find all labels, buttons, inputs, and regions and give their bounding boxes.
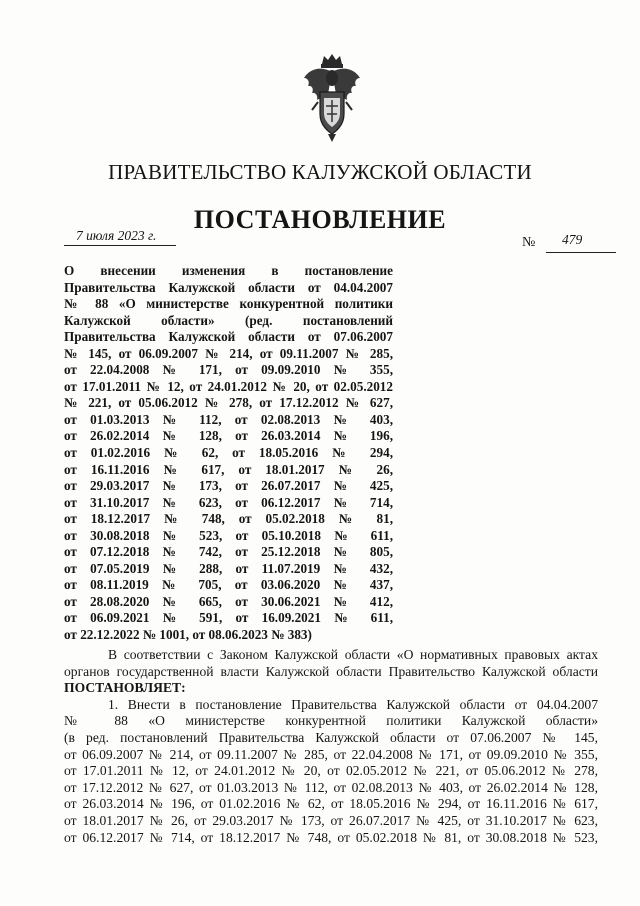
subject-line: № 145, от 06.09.2007 № 214, от 09.11.2007 № 285, — [64, 345, 393, 361]
subject-line: от 08.11.2019 № 705, от 03.06.2020 № 437, — [64, 577, 393, 593]
subject-line: от 07.12.2018 № 742, от 25.12.2018 № 805, — [64, 544, 393, 560]
subject-line: от 07.05.2019 № 288, от 11.07.2019 № 432, — [64, 560, 393, 576]
document-date: 7 июля 2023 г. — [76, 228, 157, 243]
clause-line: от 06.12.2017 № 714, от 18.12.2017 № 748, от 05.02.2018 № 81, от 30.08.2018 № 523, — [64, 829, 598, 845]
subject-line: Калужской области» (ред. постановлений — [64, 312, 393, 328]
number-sign: № — [522, 235, 536, 250]
preamble-line: В соответствии с Законом Калужской области «О нормативных правовых актах — [108, 647, 598, 662]
number-underline — [546, 252, 616, 253]
clause-line: № 88 «О министерстве конкурентной политики Калужской области» — [64, 713, 598, 729]
subject-line: от 29.03.2017 № 173, от 26.07.2017 № 425, — [64, 478, 393, 494]
clause-line: от 06.09.2007 № 214, от 09.11.2007 № 285, от 22.04.2008 № 171, от 09.09.2010 № 355, — [64, 746, 598, 762]
subject-line: от 30.08.2018 № 523, от 05.10.2018 № 611, — [64, 527, 393, 543]
resolves-heading: ПОСТАНОВЛЯЕТ: — [64, 680, 186, 696]
subject-line: от 26.02.2014 № 128, от 26.03.2014 № 196, — [64, 428, 393, 444]
subject-line: Правительства Калужской области от 04.04.2007 — [64, 279, 393, 295]
subject-line: от 06.09.2021 № 591, от 16.09.2021 № 611, — [64, 610, 393, 626]
subject-line: № 88 «О министерстве конкурентной политики — [64, 296, 393, 312]
subject-line: Правительства Калужской области от 07.06.2007 — [64, 329, 393, 345]
clause-line: (в ред. постановлений Правительства Калужской области от 07.06.2007 № 145, — [64, 729, 598, 745]
subject-line: от 28.08.2020 № 665, от 30.06.2021 № 412, — [64, 593, 393, 609]
subject-line: от 01.03.2013 № 112, от 02.08.2013 № 403, — [64, 411, 393, 427]
clause-line: 1. Внести в постановление Правительства Калужской области от 04.04.2007 — [108, 696, 598, 712]
clause-line: от 26.03.2014 № 196, от 01.02.2016 № 62, от 18.05.2016 № 294, от 16.11.2016 № 617, — [64, 796, 598, 812]
subject-line: от 31.10.2017 № 623, от 06.12.2017 № 714, — [64, 494, 393, 510]
subject-line: от 22.12.2022 № 1001, от 08.06.2023 № 383) — [64, 627, 312, 643]
date-underline — [64, 245, 176, 246]
government-title: ПРАВИТЕЛЬСТВО КАЛУЖСКОЙ ОБЛАСТИ — [108, 160, 532, 184]
coat-of-arms-emblem — [300, 52, 364, 144]
subject-line: от 18.12.2017 № 748, от 05.02.2018 № 81, — [64, 511, 393, 527]
subject-line: от 17.01.2011 № 12, от 24.01.2012 № 20, от 02.05.2012 — [64, 378, 393, 394]
clause-line: от 18.01.2017 № 26, от 29.03.2017 № 173, от 26.07.2017 № 425, от 31.10.2017 № 623, — [64, 812, 598, 828]
subject-line: от 01.02.2016 № 62, от 18.05.2016 № 294, — [64, 445, 393, 461]
document-subject — [64, 263, 393, 644]
subject-line: от 22.04.2008 № 171, от 09.09.2010 № 355, — [64, 362, 393, 378]
document-body — [64, 647, 598, 846]
clause-line: от 17.12.2012 № 627, от 01.03.2013 № 112, от 02.08.2013 № 403, от 26.02.2014 № 128, — [64, 779, 598, 795]
preamble-line: органов государственной власти Калужской области Правительство Калужской области — [64, 663, 598, 679]
subject-line: О внесении изменения в постановление — [64, 263, 393, 278]
subject-line: № 221, от 05.06.2012 № 278, от 17.12.2012 № 627, — [64, 395, 393, 411]
document-number: 479 — [562, 232, 583, 247]
clause-line: от 17.01.2011 № 12, от 24.01.2012 № 20, от 02.05.2012 № 221, от 05.06.2012 № 278, — [64, 763, 598, 779]
subject-line: от 16.11.2016 № 617, от 18.01.2017 № 26, — [64, 461, 393, 477]
document-type-title: ПОСТАНОВЛЕНИЕ — [193, 205, 447, 234]
